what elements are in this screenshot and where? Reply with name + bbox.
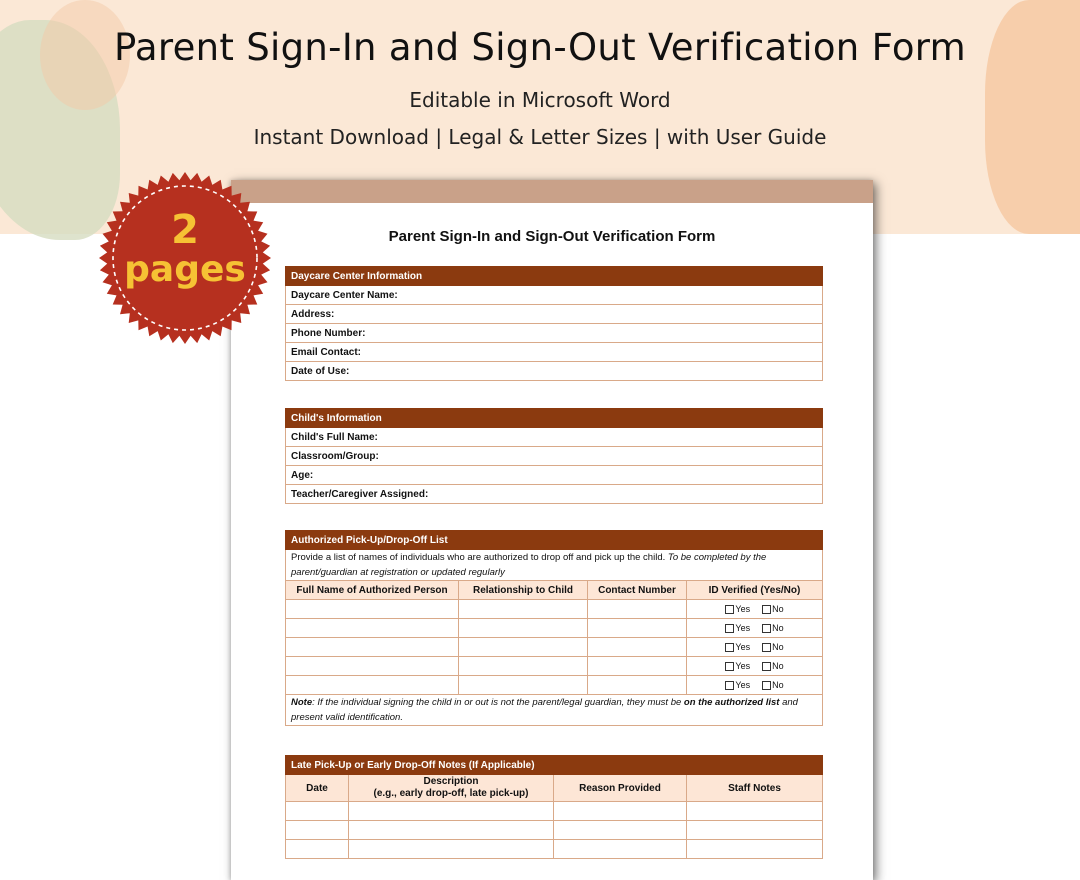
table-row: Yes No — [286, 676, 823, 695]
late-pickup-table — [285, 755, 823, 859]
checkbox-icon — [725, 605, 734, 614]
checkbox-icon — [725, 643, 734, 652]
field-label: Date of Use: — [286, 362, 823, 381]
section-header: Daycare Center Information — [286, 267, 823, 286]
table-row: Yes No — [286, 600, 823, 619]
section-header: Authorized Pick-Up/Drop-Off List — [286, 531, 823, 550]
child-info-table — [285, 408, 823, 504]
badge-label: pages — [124, 249, 246, 290]
section-description: Provide a list of names of individuals who are authorized to drop off and pick up the child. To be completed by the parent/guardian at registration or updated regularly — [286, 550, 823, 581]
table-row — [286, 821, 823, 840]
checkbox-icon — [762, 662, 771, 671]
table-row: Yes No — [286, 638, 823, 657]
checkbox-icon — [725, 662, 734, 671]
column-header: Contact Number — [588, 581, 687, 600]
page-title: Parent Sign-In and Sign-Out Verification Form — [113, 26, 967, 69]
note-text: Note: If the individual signing the child in or out is not the parent/legal guardian, they must be on the authorized list and present valid identification. — [286, 695, 823, 726]
field-label: Age: — [286, 466, 823, 485]
table-row: Yes No — [286, 657, 823, 676]
document-title: Parent Sign-In and Sign-Out Verification Form — [388, 228, 716, 245]
form-preview-page — [231, 180, 873, 880]
page-subtitle: Editable in Microsoft Word — [409, 88, 671, 112]
section-header: Child's Information — [286, 409, 823, 428]
column-header: ID Verified (Yes/No) — [687, 581, 823, 600]
page-tagline: Instant Download | Legal & Letter Sizes | with User Guide — [253, 125, 827, 149]
checkbox-icon — [762, 681, 771, 690]
column-header: Description (e.g., early drop-off, late pick-up) — [349, 775, 554, 802]
badge-number: 2 — [171, 207, 199, 253]
checkbox-icon — [762, 605, 771, 614]
checkbox-icon — [762, 624, 771, 633]
column-header: Reason Provided — [554, 775, 687, 802]
table-row: Yes No — [286, 619, 823, 638]
table-row — [286, 802, 823, 821]
paper-top-band — [231, 180, 873, 203]
field-label: Email Contact: — [286, 343, 823, 362]
table-row — [286, 840, 823, 859]
daycare-info-table — [285, 266, 823, 381]
checkbox-icon — [725, 681, 734, 690]
column-header: Relationship to Child — [459, 581, 588, 600]
authorized-list-table — [285, 530, 823, 726]
column-header: Staff Notes — [687, 775, 823, 802]
checkbox-icon — [725, 624, 734, 633]
checkbox-icon — [762, 643, 771, 652]
field-label: Daycare Center Name: — [286, 286, 823, 305]
field-label: Phone Number: — [286, 324, 823, 343]
field-label: Classroom/Group: — [286, 447, 823, 466]
column-header: Date — [286, 775, 349, 802]
field-label: Child's Full Name: — [286, 428, 823, 447]
field-label: Teacher/Caregiver Assigned: — [286, 485, 823, 504]
pages-badge — [97, 170, 273, 346]
column-header: Full Name of Authorized Person — [286, 581, 459, 600]
section-header: Late Pick-Up or Early Drop-Off Notes (If Applicable) — [286, 756, 823, 775]
field-label: Address: — [286, 305, 823, 324]
